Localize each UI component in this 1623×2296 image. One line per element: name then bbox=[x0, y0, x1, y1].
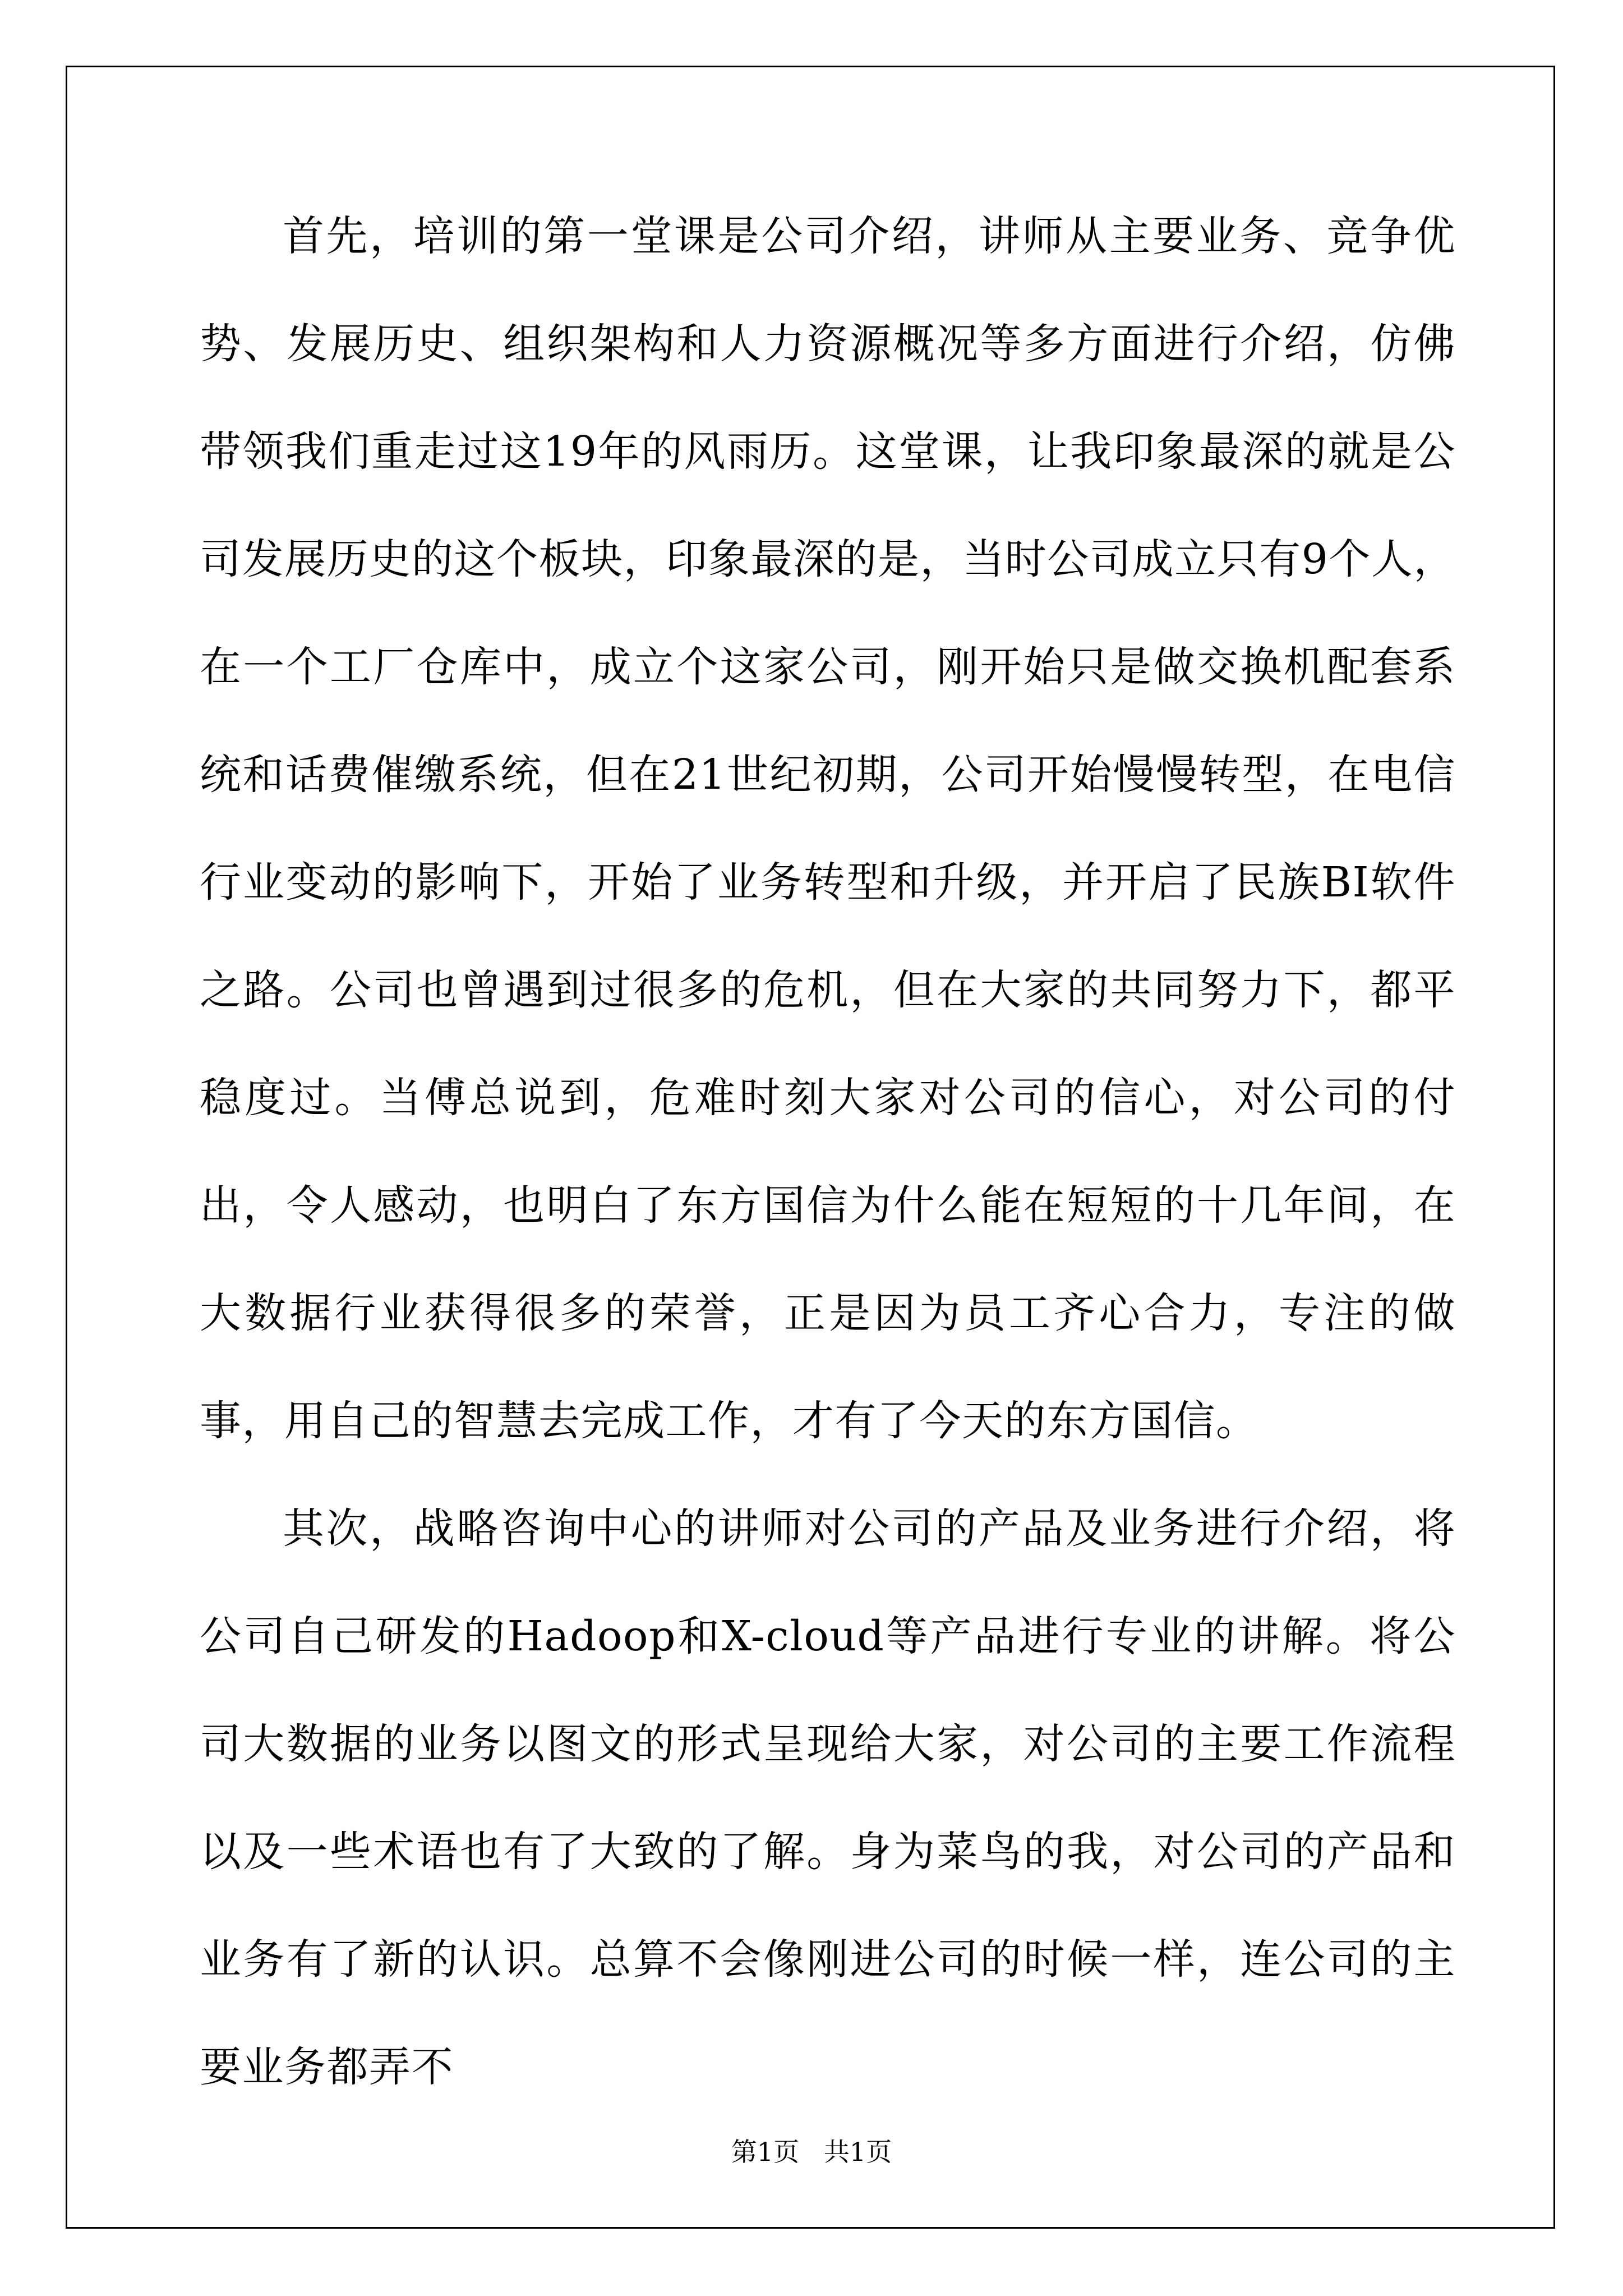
paragraph-1: 首先，培训的第一堂课是公司介绍，讲师从主要业务、竞争优势、发展历史、组织架构和人力资源概况等多方面进行介绍，仿佛带领我们重走过这19年的风雨历。这堂课，让我印象最深的就是公司发展历史的这个板块，印象最深的是，当时公司成立只有9个人，在一个工厂仓库中，成立个这家公司，刚开始只是做交换机配套系统和话费催缴系统，但在21世纪初期，公司开始慢慢转型，在电信行业变动的影响下，开始了业务转型和升级，并开启了民族BI软件之路。公司也曾遇到过很多的危机，但在大家的共同努力下，都平稳度过。当傅总说到，危难时刻大家对公司的信心，对公司的付出，令人感动，也明白了东方国信为什么能在短短的十几年间，在大数据行业获得很多的荣誉，正是因为员工齐心合力，专注的做事，用自己的智慧去完成工作，才有了今天的东方国信。 bbox=[200, 212, 1456, 1445]
page-number-footer: 第1页 共1页 bbox=[731, 2137, 892, 2167]
document-body bbox=[200, 182, 1456, 2121]
paragraph-2: 其次，战略咨询中心的讲师对公司的产品及业务进行介绍，将公司自己研发的Hadoop和X-cloud等产品进行专业的讲解。将公司大数据的业务以图文的形式呈现给大家，对公司的主要工作流程以及一些术语也有了大致的了解。身为菜鸟的我，对公司的产品和业务有了新的认识。总算不会像刚进公司的时候一样，连公司的主要业务都弄不 bbox=[200, 1504, 1456, 2091]
